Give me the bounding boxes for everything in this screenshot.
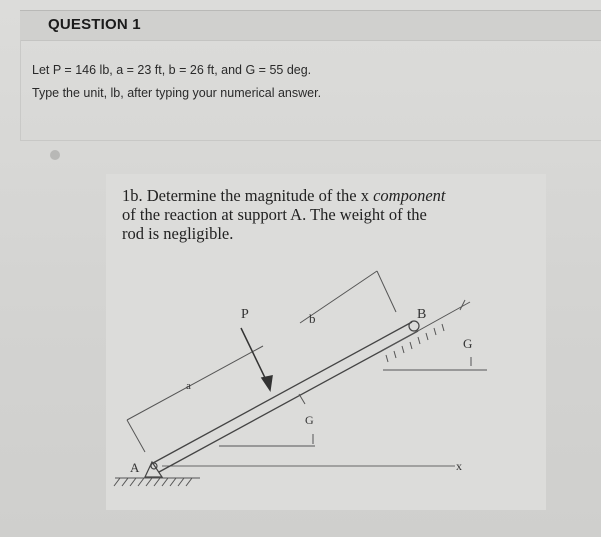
label-g-mid: G <box>305 413 314 427</box>
question-title: QUESTION 1 <box>48 16 141 33</box>
roller-b <box>409 321 419 331</box>
label-b-point: B <box>417 307 427 322</box>
statement-line-3: rod is negligible. <box>122 224 234 243</box>
given-values-text: Let P = 146 lb, a = 23 ft, b = 26 ft, and G = 55 deg. <box>32 63 312 77</box>
force-p-arrow <box>241 328 272 390</box>
angle-g-right <box>383 300 487 370</box>
angle-g-mid <box>219 394 315 446</box>
label-p: P <box>241 307 249 322</box>
instruction-text: Type the unit, lb, after typing your numerical answer. <box>32 86 322 100</box>
ground-support-a <box>114 478 200 486</box>
statement-line-2: of the reaction at support A. The weight of the <box>122 205 427 224</box>
label-a-point: A <box>130 460 140 475</box>
statement-line-1: 1b. Determine the magnitude of the x <box>122 186 369 205</box>
dimension-a <box>127 346 263 452</box>
label-x: x <box>456 459 462 473</box>
label-g-right: G <box>463 336 473 351</box>
pin-support-a <box>145 462 162 477</box>
label-a: a <box>186 380 191 392</box>
label-b: b <box>309 311 316 326</box>
statement-emphasis: component <box>373 186 446 205</box>
rod <box>153 322 418 472</box>
